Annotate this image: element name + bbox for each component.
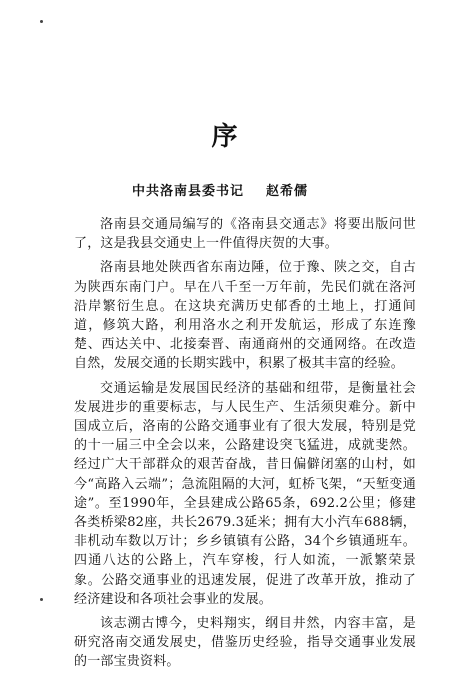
- author-role: 中共洛南县委书记: [132, 184, 245, 199]
- author-name: 赵希儒: [266, 184, 309, 199]
- scan-dot: [40, 20, 43, 23]
- document-body: [74, 215, 416, 677]
- page-title: 序: [211, 122, 239, 152]
- paragraph-2: 洛南县地处陕西省东南边陲，位于豫、陕之交，自古为陕西东南门户。早在八千至一万年前，先民们就在洛河沿岸繁衍生息。在这块充满历史郁香的土地上，打通间道，修筑大路，利用洛水之利开发航运，形成了东连豫楚、西达关中、北接秦晋、南通商州的交通网络。在改造自然，发展交通的长期实践中，积累了极其丰富的经验。: [74, 260, 416, 372]
- paragraph-3: 交通运输是发展国民经济的基础和纽带，是衡量社会发展进步的重要标志，与人民生产、生活须臾难分。新中国成立后，洛南的公路交通事业有了很大发展，特别是党的十一届三中全会以来，公路建设突飞猛进，成就斐然。经过广大干部群众的艰苦奋战，昔日偏僻闭塞的山村，如今“高路入云端”；急流阻隔的大河，虹桥飞架，“天堑变通途”。至1990年，全县建成公路65条，692.2公里；修建各类桥梁82座，共长2679.3延米；拥有大小汽车688辆，非机动车数以万计；乡乡镇镇有公路，34个乡镇通班车。四通八达的公路上，汽车穿梭，行人如流，一派繁荣景象。公路交通事业的迅速发展，促进了改革开放，推动了经济建设和各项社会事业的发展。: [74, 380, 416, 607]
- paragraph-4: 该志溯古博今，史料翔实，纲目井然，内容丰富，是研究洛南交通发展史，借鉴历史经验，指导交通事业发展的一部宝贵资料。: [74, 616, 416, 670]
- scan-dot: [40, 598, 43, 601]
- byline: [132, 180, 308, 199]
- paragraph-1: 洛南县交通局编写的《洛南县交通志》将要出版问世了，这是我县交通史上一件值得庆贺的大事。: [74, 217, 416, 252]
